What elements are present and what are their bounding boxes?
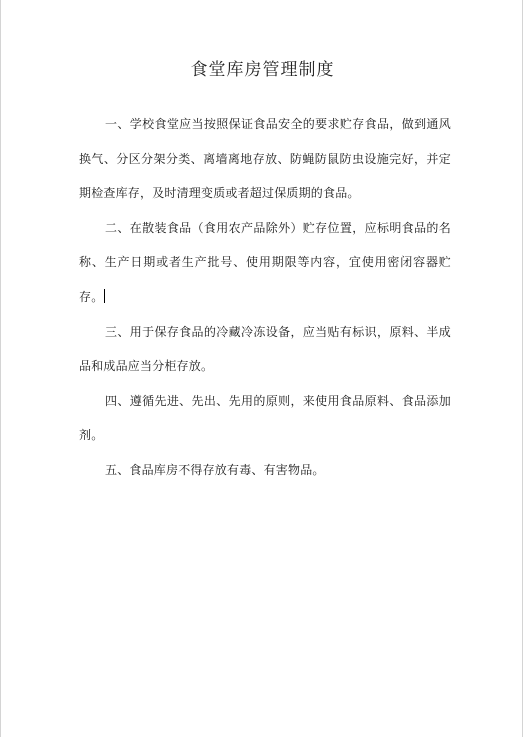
paragraph-3: 三、用于保存食品的冷藏冷冻设备，应当贴有标识，原料、半成品和成品应当分柜存放。 xyxy=(79,324,451,374)
document-body xyxy=(79,107,451,488)
paragraph-2-text: 二、在散装食品（食用农产品除外）贮存位置，应标明食品的名称、生产日期或者生产批号、使用期限等内容，宜使用密闭容器贮存。 xyxy=(79,220,451,304)
paragraph-4: 四、遵循先进、先出、先用的原则，来使用食品原料、食品添加剂。 xyxy=(79,393,451,443)
paragraph-5: 五、食品库房不得存放有毒、有害物品。 xyxy=(105,462,325,477)
paragraph-2 xyxy=(79,211,451,315)
document-title: 食堂库房管理制度 xyxy=(190,60,335,80)
text-cursor xyxy=(104,289,105,303)
paragraph-1: 一、学校食堂应当按照保证食品安全的要求贮存食品，做到通风换气、分区分架分类、离墙离地存放、防蝇防鼠防虫设施完好，并定期检查库存，及时清理变质或者超过保质期的食品。 xyxy=(79,117,451,201)
